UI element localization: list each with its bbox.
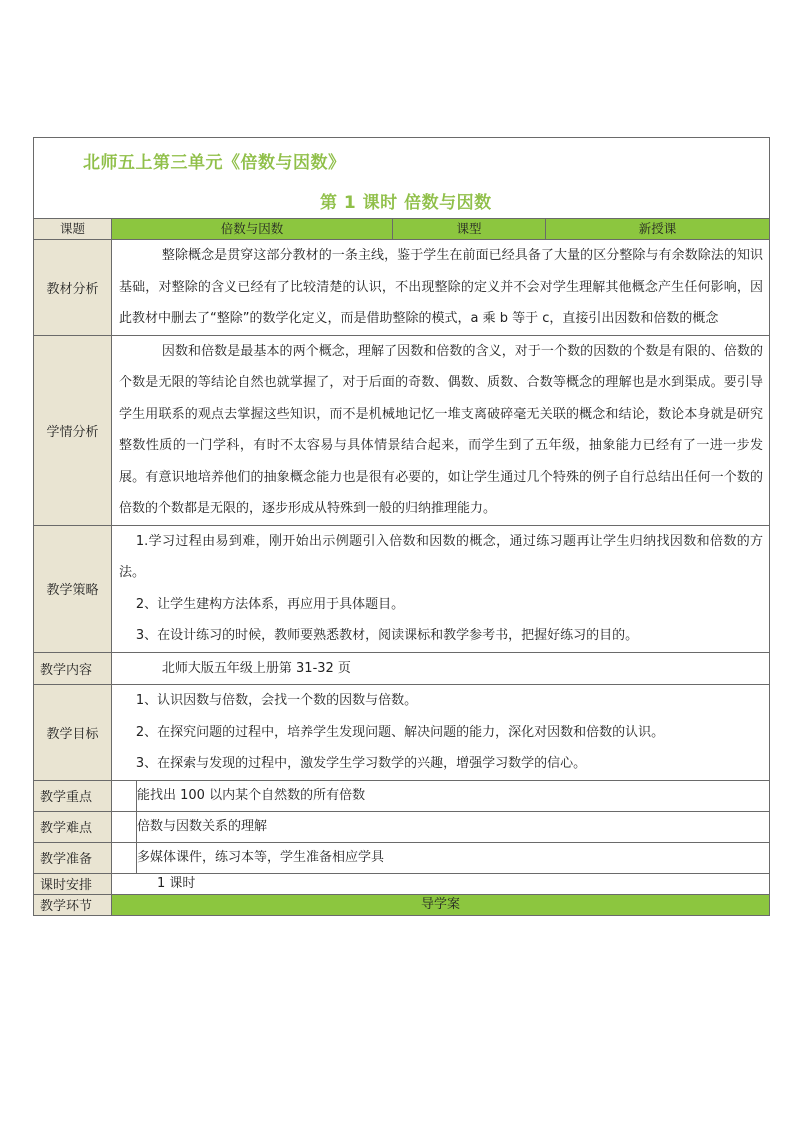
- strategy-item: 1.学习过程由易到难，刚开始出示例题引入倍数和因数的概念，通过练习题再让学生归纳找因数和倍数的方法。: [119, 533, 764, 580]
- lesson-plan-table: [33, 137, 770, 916]
- schedule-text: 1 课时: [112, 873, 770, 894]
- procedure-label: 教学环节: [34, 894, 112, 915]
- schedule-label: 课时安排: [34, 873, 112, 894]
- goal-item: 2、在探究问题的过程中，培养学生发现问题、解决问题的能力，深化对因数和倍数的认识。: [135, 724, 665, 740]
- procedure-text: 导学案: [112, 894, 770, 915]
- lesson-title: 第 1 课时 倍数与因数: [320, 193, 492, 213]
- preparation-text: 多媒体课件，练习本等，学生准备相应学具: [137, 842, 770, 873]
- content-cell: [112, 652, 770, 685]
- material-analysis-label: 教材分析: [34, 240, 112, 336]
- goal-item: 3、在探索与发现的过程中，激发学生学习数学的兴趣，增强学习数学的信心。: [135, 756, 587, 771]
- preparation-label: 教学准备: [34, 842, 112, 873]
- difficulty-label: 教学难点: [34, 811, 112, 842]
- goal-item: 1、认识因数与倍数，会找一个数的因数与倍数。: [135, 693, 418, 708]
- lesson-type-value: 新授课: [546, 219, 770, 240]
- material-analysis-text: 整除概念是贯穿这部分教材的一条主线，鉴于学生在前面已经具备了大量的区分整除与有余数除法的知识基础，对整除的含义已经有了比较清楚的认识，不出现整除的定义并不会对学生理解其他概念产生任何影响，因此教材中删去了“整除”的数学化定义，而是借助整除的模式，a 乘 b 等于 c，直接引出因数和倍数的概念: [119, 248, 764, 326]
- content-text: 北师大版五年级上册第 31-32 页: [161, 660, 351, 676]
- content-label: 教学内容: [34, 652, 112, 685]
- title-cell: [34, 138, 770, 219]
- student-analysis-label: 学情分析: [34, 335, 112, 525]
- strategy-item: 3、在设计练习的时候，教师要熟悉教材，阅读课标和教学参考书，把握好练习的目的。: [135, 628, 639, 643]
- topic-value: 倍数与因数: [112, 219, 393, 240]
- lesson-type-label: 课型: [393, 219, 546, 240]
- key-point-text: 能找出 100 以内某个自然数的所有倍数: [137, 780, 770, 811]
- goals-label: 教学目标: [34, 685, 112, 781]
- strategy-cell: [112, 525, 770, 652]
- goals-cell: [112, 685, 770, 781]
- lesson-plan: [33, 137, 769, 916]
- topic-label: 课题: [34, 219, 112, 240]
- material-analysis-cell: [112, 240, 770, 336]
- strategy-item: 2、让学生建构方法体系，再应用于具体题目。: [135, 596, 405, 612]
- unit-title: 北师五上第三单元《倍数与因数》: [83, 153, 346, 173]
- strategy-label: 教学策略: [34, 525, 112, 652]
- student-analysis-cell: [112, 335, 770, 525]
- key-point-label: 教学重点: [34, 780, 112, 811]
- student-analysis-text: 因数和倍数是最基本的两个概念，理解了因数和倍数的含义，对于一个数的因数的个数是有限的、倍数的个数是无限的等结论自然也就掌握了，对于后面的奇数、偶数、质数、合数等概念的理解也是水到渠成。要引导学生用联系的观点去掌握这些知识，而不是机械地记忆一堆支离破碎毫无关联的概念和结论，数论本身就是研究整数性质的一门学科，有时不太容易与具体情景结合起来，而学生到了五年级，抽象能力已经有了一进一步发展。有意识地培养他们的抽象概念能力也是很有必要的，如让学生通过几个特殊的例子自行总结出任何一个数的倍数的个数都是无限的，逐步形成从特殊到一般的归纳推理能力。: [119, 343, 764, 516]
- difficulty-text: 倍数与因数关系的理解: [137, 811, 770, 842]
